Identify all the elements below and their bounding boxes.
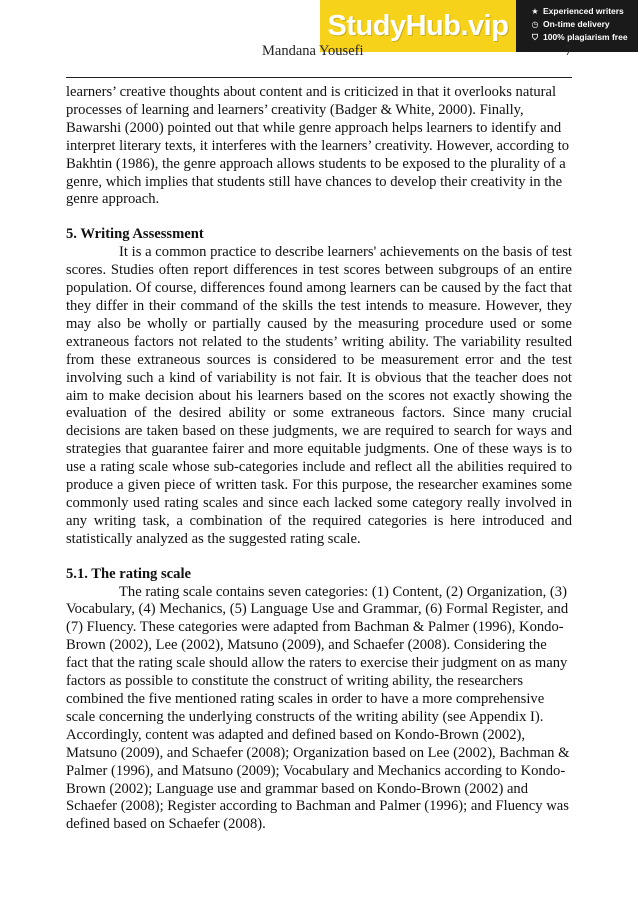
page-body xyxy=(66,84,572,834)
feature-label: 100% plagiarism free xyxy=(543,32,628,42)
studyhub-banner[interactable] xyxy=(320,0,638,52)
feature-label: On-time delivery xyxy=(543,19,610,29)
section-5-1-paragraph: The rating scale contains seven categories: (1) Content, (2) Organization, (3) Vocabulary, (4) Mechanics, (5) Language Use and Grammar, (6) Formal Register, and (7) Fluency. These categories were adapted from Bachman & Palmer (1996), Kondo-Brown (2002), Lee (2002), Matsuno (2009), and Schaefer (2008). Considering the fact that the rating scale should allow the raters to exercise their judgment on as many factors as possible to constitute the construct of writing ability, the researchers combined the five mentioned rating scales in order to have a more comprehensive scale concerning the underlying constructs of the writing ability (see Appendix I). Accordingly, content was adapted and defined based on Kondo-Brown (2002), Matsuno (2009), and Schaefer (2008); Organization based on Lee (2002), Bachman & Palmer (1996), and Matsuno (2009); Vocabulary and Mechanics according to Kondo-Brown (2002); Language use and grammar based on Kondo-Brown (2002) and Schaefer (2008); Register according to Bachman and Palmer (1996); and Fluency was defined based on Schaefer (2008). xyxy=(66,583,570,833)
feature-plagiarism-free xyxy=(530,31,638,44)
intro-paragraph: learners’ creative thoughts about content and is criticized in that it overlooks natural processes of learning and learners’ creativity (Badger & White, 2000). Finally, Bawarshi (2000) pointed out that while genre approach helps learners to identify and interpret literary texts, it interferes with the learners’ creativity. However, according to Bakhtin (1986), the genre approach allows students to be exposed to the plurality of a genre, which implies that students still have chances to develop their creativity in the genre approach. xyxy=(66,84,570,208)
feature-on-time-delivery xyxy=(530,18,638,31)
banner-features xyxy=(516,0,638,52)
header-rule xyxy=(66,77,572,78)
shield-icon: ⛉ xyxy=(532,33,538,42)
running-head: Mandana Yousefi xyxy=(262,43,364,59)
section-5-paragraph: It is a common practice to describe learners' achievements on the basis of test scores. Studies often report differences in test scores between subgroups of an entire population. Of course, differences found among learners can be caused by the fact that they differ in their command of the skills the test intends to measure. However, they may also be wholly or partially caused by the measuring procedure used or some extraneous factors not related to the students’ writing ability. The variability resulted from these extraneous sources is considered to be measurement error and the test involving such a kind of variability is not fair. It is obvious that the teacher does not aim to make decision about his learners based on the scores not exactly showing the evaluation of the desired ability or some extraneous factors. Since many crucial decisions are taken based on these judgments, we are required to search for ways and strategies that guarantee fairer and more equitable judgments. One of these ways is to use a rating scale whose sub-categories include and reflect all the abilities required to produce a given piece of written task. For this purpose, the researcher examines some commonly used rating scales and since each lacked some category really involved in any writing task, a combination of the required categories is here introduced and statistically analyzed as the suggested rating scale. xyxy=(66,244,572,547)
section-heading-writing-assessment: 5. Writing Assessment xyxy=(66,226,204,243)
page-number: 7 xyxy=(565,43,573,59)
feature-label: Experienced writers xyxy=(543,6,624,16)
section-heading-rating-scale: 5.1. The rating scale xyxy=(66,565,191,582)
clock-icon: ◷ xyxy=(531,20,539,29)
feature-experienced-writers xyxy=(530,5,638,18)
star-icon: ★ xyxy=(531,7,539,16)
studyhub-logo[interactable]: StudyHub.vip xyxy=(327,9,509,42)
